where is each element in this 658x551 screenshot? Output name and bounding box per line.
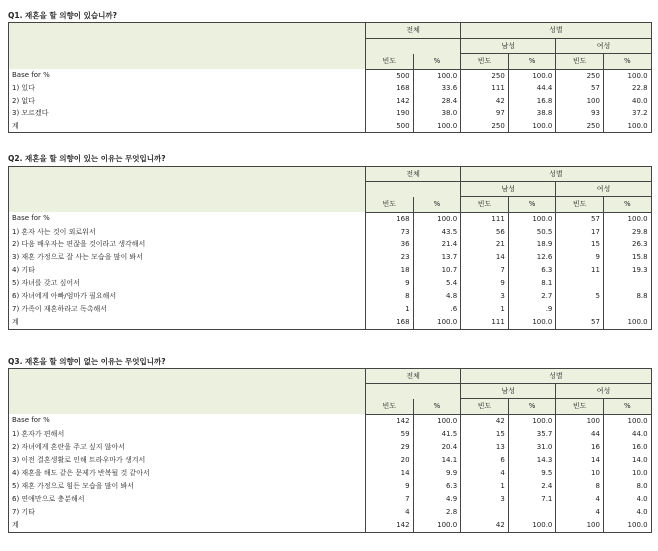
table-row (9, 120, 652, 133)
cell-value: 9.5 (508, 467, 556, 480)
header-freq: 빈도 (556, 399, 604, 414)
cell-value: 100.0 (603, 120, 651, 133)
cell-value: 50.5 (508, 226, 556, 239)
cell-value: 1 (461, 480, 509, 493)
cell-value: 56 (461, 226, 509, 239)
cell-value: 29.8 (603, 226, 651, 239)
header-gender: 성별 (461, 369, 651, 384)
row-label: 7) 가족이 재혼하라고 독촉해서 (9, 303, 366, 316)
row-label: 계 (9, 519, 366, 533)
cell-value: 36 (366, 238, 414, 251)
cell-value: 100 (556, 519, 604, 533)
cell-value: 15 (461, 428, 509, 441)
cell-value: 16.0 (603, 441, 651, 454)
cell-value: 100.0 (413, 316, 461, 329)
cell-value: 44 (556, 428, 604, 441)
cell-value: 100.0 (508, 120, 556, 133)
table-row (9, 316, 652, 329)
question-title-q2: Q2. 재혼을 할 의향이 있는 이유는 무엇입니까? (8, 154, 166, 163)
cell-value: 20 (366, 454, 414, 467)
row-label: 계 (9, 120, 366, 133)
table-row (9, 82, 652, 95)
row-label: 5) 자녀를 갖고 싶어서 (9, 277, 366, 290)
cell-value: 37.2 (603, 107, 651, 120)
cell-value: 15.8 (603, 251, 651, 264)
cell-value: 500 (366, 120, 414, 133)
header-freq: 빈도 (366, 197, 414, 212)
header-freq: 빈도 (461, 399, 509, 414)
table-row (9, 493, 652, 506)
table-row (9, 238, 652, 251)
cell-value: 1 (461, 303, 509, 316)
row-label: 2) 자녀에게 혼란을 주고 싶지 않아서 (9, 441, 366, 454)
header-pct: % (413, 197, 461, 212)
row-label: 3) 재혼 가정으로 잘 사는 모습을 많이 봐서 (9, 251, 366, 264)
table-row (9, 290, 652, 303)
cell-value: 14 (461, 251, 509, 264)
header-blank (9, 369, 366, 415)
row-label: 1) 있다 (9, 82, 366, 95)
table-row (9, 95, 652, 108)
row-label: 2) 다음 배우자는 편잖을 것이라고 생각해서 (9, 238, 366, 251)
header-total-spacer (366, 384, 461, 399)
cell-value: 17 (556, 226, 604, 239)
cell-value: 6 (461, 454, 509, 467)
table-row (9, 506, 652, 519)
cell-value (603, 303, 651, 316)
header-pct: % (413, 54, 461, 70)
cell-value: 7 (461, 264, 509, 277)
table-row (9, 264, 652, 277)
cell-value: 73 (366, 226, 414, 239)
cell-value: 5.4 (413, 277, 461, 290)
cell-value: 19.3 (603, 264, 651, 277)
row-label: 계 (9, 316, 366, 329)
table-row (9, 441, 652, 454)
cell-value: 43.5 (413, 226, 461, 239)
header-female: 여성 (556, 384, 651, 399)
cell-value: 111 (461, 212, 509, 225)
cell-value: 8.0 (603, 480, 651, 493)
cell-value: 28.4 (413, 95, 461, 108)
cell-value: 100.0 (603, 212, 651, 225)
cell-value: 500 (366, 69, 414, 82)
cell-value: 2.8 (413, 506, 461, 519)
cell-value (508, 506, 556, 519)
table-row (9, 303, 652, 316)
cell-value: .6 (413, 303, 461, 316)
cell-value: 4.0 (603, 493, 651, 506)
cell-value: 100.0 (603, 316, 651, 329)
cell-value: 41.5 (413, 428, 461, 441)
cell-value (461, 506, 509, 519)
cell-value: 9 (556, 251, 604, 264)
cell-value: 100.0 (413, 414, 461, 428)
cell-value: 142 (366, 519, 414, 533)
header-blank (9, 23, 366, 70)
cell-value: 100.0 (603, 414, 651, 428)
cell-value: 4.8 (413, 290, 461, 303)
cell-value: 10 (556, 467, 604, 480)
header-pct: % (603, 399, 651, 414)
cell-value: 111 (461, 82, 509, 95)
row-label: Base for % (9, 69, 366, 82)
header-pct: % (508, 197, 556, 212)
row-label: 3) 이전 결혼생활로 인해 트라우마가 생겨서 (9, 454, 366, 467)
cell-value: 100.0 (603, 69, 651, 82)
cell-value: 23 (366, 251, 414, 264)
cell-value: 57 (556, 212, 604, 225)
cell-value: 250 (461, 120, 509, 133)
header-total-spacer (366, 38, 461, 54)
crosstab-table-q2 (8, 166, 652, 330)
cell-value: 20.4 (413, 441, 461, 454)
cell-value: 40.0 (603, 95, 651, 108)
cell-value: 6.3 (508, 264, 556, 277)
cell-value: 2.4 (508, 480, 556, 493)
cell-value: 168 (366, 316, 414, 329)
cell-value: 22.8 (603, 82, 651, 95)
table-row (9, 69, 652, 82)
row-label: 6) 자녀에게 아빠/엄마가 필요해서 (9, 290, 366, 303)
cell-value: 12.6 (508, 251, 556, 264)
table-row (9, 428, 652, 441)
crosstab-table-q3 (8, 368, 652, 533)
cell-value: 100 (556, 95, 604, 108)
header-blank (9, 167, 366, 213)
header-pct: % (508, 54, 556, 70)
cell-value: 97 (461, 107, 509, 120)
cell-value: 31.0 (508, 441, 556, 454)
cell-value: 9 (461, 277, 509, 290)
table-row (9, 107, 652, 120)
header-gender: 성별 (461, 23, 651, 39)
table-row (9, 251, 652, 264)
cell-value: 100.0 (413, 212, 461, 225)
cell-value: 4.9 (413, 493, 461, 506)
cell-value: 8.8 (603, 290, 651, 303)
cell-value: 9.9 (413, 467, 461, 480)
header-total: 전체 (366, 23, 461, 39)
row-label: 4) 재혼을 해도 같은 문제가 반복될 것 같아서 (9, 467, 366, 480)
cell-value: 38.0 (413, 107, 461, 120)
cell-value: 44.4 (508, 82, 556, 95)
cell-value: 59 (366, 428, 414, 441)
cell-value: 5 (556, 290, 604, 303)
cell-value: 8.1 (508, 277, 556, 290)
row-label: Base for % (9, 212, 366, 225)
cell-value: 18 (366, 264, 414, 277)
cell-value: 21 (461, 238, 509, 251)
cell-value: 100.0 (508, 316, 556, 329)
cell-value: 15 (556, 238, 604, 251)
cell-value: 16.8 (508, 95, 556, 108)
cell-value: 4.0 (603, 506, 651, 519)
question-title-q3: Q3. 재혼을 할 의향이 없는 이유는 무엇입니까? (8, 357, 166, 366)
row-label: 4) 기타 (9, 264, 366, 277)
cell-value: 57 (556, 82, 604, 95)
cell-value: 142 (366, 414, 414, 428)
cell-value: 93 (556, 107, 604, 120)
cell-value: 4 (366, 506, 414, 519)
crosstab-table-q1 (8, 22, 652, 133)
header-female: 여성 (556, 38, 651, 54)
table-row (9, 226, 652, 239)
header-freq: 빈도 (461, 197, 509, 212)
header-pct: % (508, 399, 556, 414)
cell-value: 14 (556, 454, 604, 467)
header-total: 전체 (366, 167, 461, 182)
header-male: 남성 (461, 38, 556, 54)
cell-value: 100.0 (413, 519, 461, 533)
cell-value: 16 (556, 441, 604, 454)
question-title-q1: Q1. 재혼을 할 의향이 있습니까? (8, 11, 117, 20)
cell-value: 57 (556, 316, 604, 329)
cell-value: 7.1 (508, 493, 556, 506)
cell-value: 100.0 (508, 414, 556, 428)
cell-value: 100.0 (508, 519, 556, 533)
cell-value: 3 (461, 493, 509, 506)
header-female: 여성 (556, 182, 651, 197)
table-row (9, 480, 652, 493)
cell-value: 250 (461, 69, 509, 82)
cell-value: 38.8 (508, 107, 556, 120)
cell-value: 7 (366, 493, 414, 506)
header-freq: 빈도 (366, 54, 414, 70)
row-label: 3) 모르겠다 (9, 107, 366, 120)
cell-value: 35.7 (508, 428, 556, 441)
table-row (9, 519, 652, 533)
cell-value: 18.9 (508, 238, 556, 251)
header-male: 남성 (461, 384, 556, 399)
cell-value: 142 (366, 95, 414, 108)
cell-value: 44.0 (603, 428, 651, 441)
cell-value: 8 (366, 290, 414, 303)
cell-value: 14.1 (413, 454, 461, 467)
cell-value: 42 (461, 95, 509, 108)
header-pct: % (413, 399, 461, 414)
cell-value (603, 277, 651, 290)
row-label: 5) 재혼 가정으로 힘든 모습을 많이 봐서 (9, 480, 366, 493)
cell-value: 10.7 (413, 264, 461, 277)
cell-value: 11 (556, 264, 604, 277)
cell-value: 33.6 (413, 82, 461, 95)
table-row (9, 467, 652, 480)
cell-value: 9 (366, 480, 414, 493)
cell-value (556, 303, 604, 316)
table-row (9, 454, 652, 467)
cell-value: 100.0 (508, 212, 556, 225)
row-label: 7) 기타 (9, 506, 366, 519)
cell-value: 168 (366, 82, 414, 95)
cell-value: 6.3 (413, 480, 461, 493)
cell-value: 8 (556, 480, 604, 493)
table-row (9, 212, 652, 225)
cell-value: 4 (556, 493, 604, 506)
header-freq: 빈도 (366, 399, 414, 414)
header-freq: 빈도 (461, 54, 509, 70)
cell-value: 100.0 (413, 69, 461, 82)
cell-value: 13.7 (413, 251, 461, 264)
header-freq: 빈도 (556, 197, 604, 212)
cell-value: 100.0 (413, 120, 461, 133)
table-row (9, 277, 652, 290)
cell-value: 42 (461, 519, 509, 533)
row-label: 1) 혼자가 편해서 (9, 428, 366, 441)
header-total: 전체 (366, 369, 461, 384)
cell-value: 250 (556, 120, 604, 133)
table-row (9, 414, 652, 428)
cell-value: 100.0 (508, 69, 556, 82)
cell-value: 14 (366, 467, 414, 480)
cell-value: 42 (461, 414, 509, 428)
cell-value: 111 (461, 316, 509, 329)
row-label: 6) 연애만으로 충분해서 (9, 493, 366, 506)
cell-value: 250 (556, 69, 604, 82)
cell-value: .9 (508, 303, 556, 316)
cell-value: 190 (366, 107, 414, 120)
cell-value (556, 277, 604, 290)
header-gender: 성별 (461, 167, 651, 182)
cell-value: 14.3 (508, 454, 556, 467)
cell-value: 4 (461, 467, 509, 480)
cell-value: 1 (366, 303, 414, 316)
cell-value: 21.4 (413, 238, 461, 251)
row-label: 1) 혼자 사는 것이 외로워서 (9, 226, 366, 239)
cell-value: 13 (461, 441, 509, 454)
cell-value: 100.0 (603, 519, 651, 533)
header-pct: % (603, 54, 651, 70)
row-label: 2) 없다 (9, 95, 366, 108)
cell-value: 4 (556, 506, 604, 519)
cell-value: 2.7 (508, 290, 556, 303)
header-freq: 빈도 (556, 54, 604, 70)
cell-value: 3 (461, 290, 509, 303)
cell-value: 14.0 (603, 454, 651, 467)
cell-value: 9 (366, 277, 414, 290)
cell-value: 10.0 (603, 467, 651, 480)
header-pct: % (603, 197, 651, 212)
cell-value: 26.3 (603, 238, 651, 251)
header-male: 남성 (461, 182, 556, 197)
cell-value: 29 (366, 441, 414, 454)
cell-value: 100 (556, 414, 604, 428)
header-total-spacer (366, 182, 461, 197)
row-label: Base for % (9, 414, 366, 428)
cell-value: 168 (366, 212, 414, 225)
